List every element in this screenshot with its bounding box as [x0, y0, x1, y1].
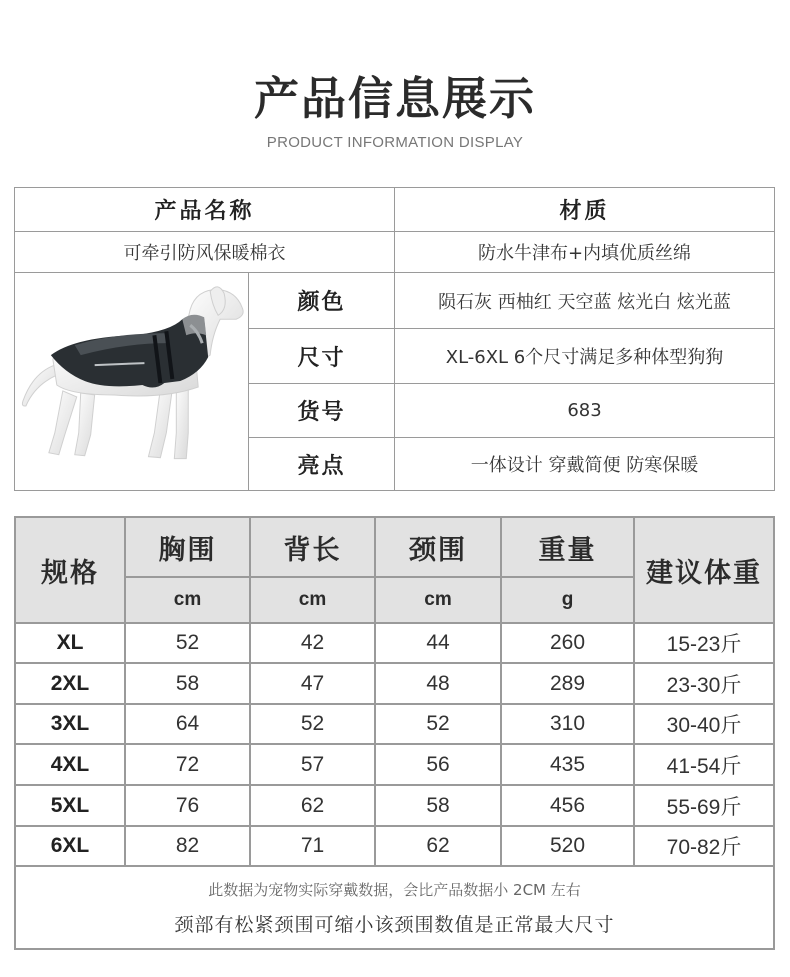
table-cell: 520 — [502, 827, 635, 867]
table-cell: 52 — [376, 705, 502, 745]
weight-header: 重量 — [502, 518, 635, 578]
product-name-header: 产品名称 — [15, 188, 395, 232]
chest-unit: cm — [126, 578, 251, 624]
material-header: 材质 — [395, 188, 775, 232]
size-note — [16, 867, 775, 950]
material-value: 防水牛津布+内填优质丝绵 — [395, 232, 775, 273]
neck-header: 颈围 — [376, 518, 502, 578]
size-row-label: 6XL — [16, 827, 126, 867]
size-row-label: 4XL — [16, 745, 126, 786]
size-row-label: 2XL — [16, 664, 126, 705]
table-cell: 62 — [376, 827, 502, 867]
table-cell: 435 — [502, 745, 635, 786]
product-photo — [15, 273, 249, 491]
page-title: 产品信息展示 — [253, 72, 536, 125]
table-cell: 260 — [502, 624, 635, 664]
size-chart-table — [14, 516, 775, 950]
table-cell: 42 — [251, 624, 376, 664]
table-cell: 44 — [376, 624, 502, 664]
table-cell: 58 — [376, 786, 502, 827]
size-row-label: 5XL — [16, 786, 126, 827]
size-label: 尺寸 — [249, 329, 395, 384]
size-row-label: XL — [16, 624, 126, 664]
highlights-value: 一体设计 穿戴简便 防寒保暖 — [395, 438, 775, 491]
table-cell: 72 — [126, 745, 251, 786]
table-cell: 310 — [502, 705, 635, 745]
color-label: 颜色 — [249, 273, 395, 329]
product-info-table — [14, 187, 775, 491]
spec-header: 规格 — [16, 518, 126, 624]
size-note-neck: 颈部有松紧颈围可缩小该颈围数值是正常最大尺寸 — [174, 913, 615, 936]
highlights-label: 亮点 — [249, 438, 395, 491]
table-cell: 55-69斤 — [635, 786, 775, 827]
table-cell: 57 — [251, 745, 376, 786]
table-cell: 71 — [251, 827, 376, 867]
table-cell: 48 — [376, 664, 502, 705]
table-cell: 41-54斤 — [635, 745, 775, 786]
item-number-label: 货号 — [249, 384, 395, 438]
table-cell: 456 — [502, 786, 635, 827]
table-cell: 70-82斤 — [635, 827, 775, 867]
size-value: XL-6XL 6个尺寸满足多种体型狗狗 — [395, 329, 775, 384]
weight-unit: g — [502, 578, 635, 624]
table-cell: 52 — [126, 624, 251, 664]
neck-unit: cm — [376, 578, 502, 624]
table-cell: 76 — [126, 786, 251, 827]
table-cell: 82 — [126, 827, 251, 867]
table-cell: 52 — [251, 705, 376, 745]
back-length-unit: cm — [251, 578, 376, 624]
table-cell: 47 — [251, 664, 376, 705]
table-cell: 30-40斤 — [635, 705, 775, 745]
table-cell: 15-23斤 — [635, 624, 775, 664]
suggested-weight-header: 建议体重 — [635, 518, 775, 624]
table-cell: 62 — [251, 786, 376, 827]
page-subtitle: PRODUCT INFORMATION DISPLAY — [266, 134, 524, 151]
chest-header: 胸围 — [126, 518, 251, 578]
table-cell: 58 — [126, 664, 251, 705]
back-length-header: 背长 — [251, 518, 376, 578]
size-note-measurement: 此数据为宠物实际穿戴数据，会比产品数据小 2CM 左右 — [208, 880, 581, 899]
dog-mannequin-icon — [15, 273, 248, 491]
table-cell: 56 — [376, 745, 502, 786]
size-row-label: 3XL — [16, 705, 126, 745]
table-cell: 64 — [126, 705, 251, 745]
product-name-value: 可牵引防风保暖棉衣 — [15, 232, 395, 273]
table-cell: 289 — [502, 664, 635, 705]
item-number-value: 683 — [395, 384, 775, 438]
color-value: 陨石灰 西柚红 天空蓝 炫光白 炫光蓝 — [395, 273, 775, 329]
table-cell: 23-30斤 — [635, 664, 775, 705]
